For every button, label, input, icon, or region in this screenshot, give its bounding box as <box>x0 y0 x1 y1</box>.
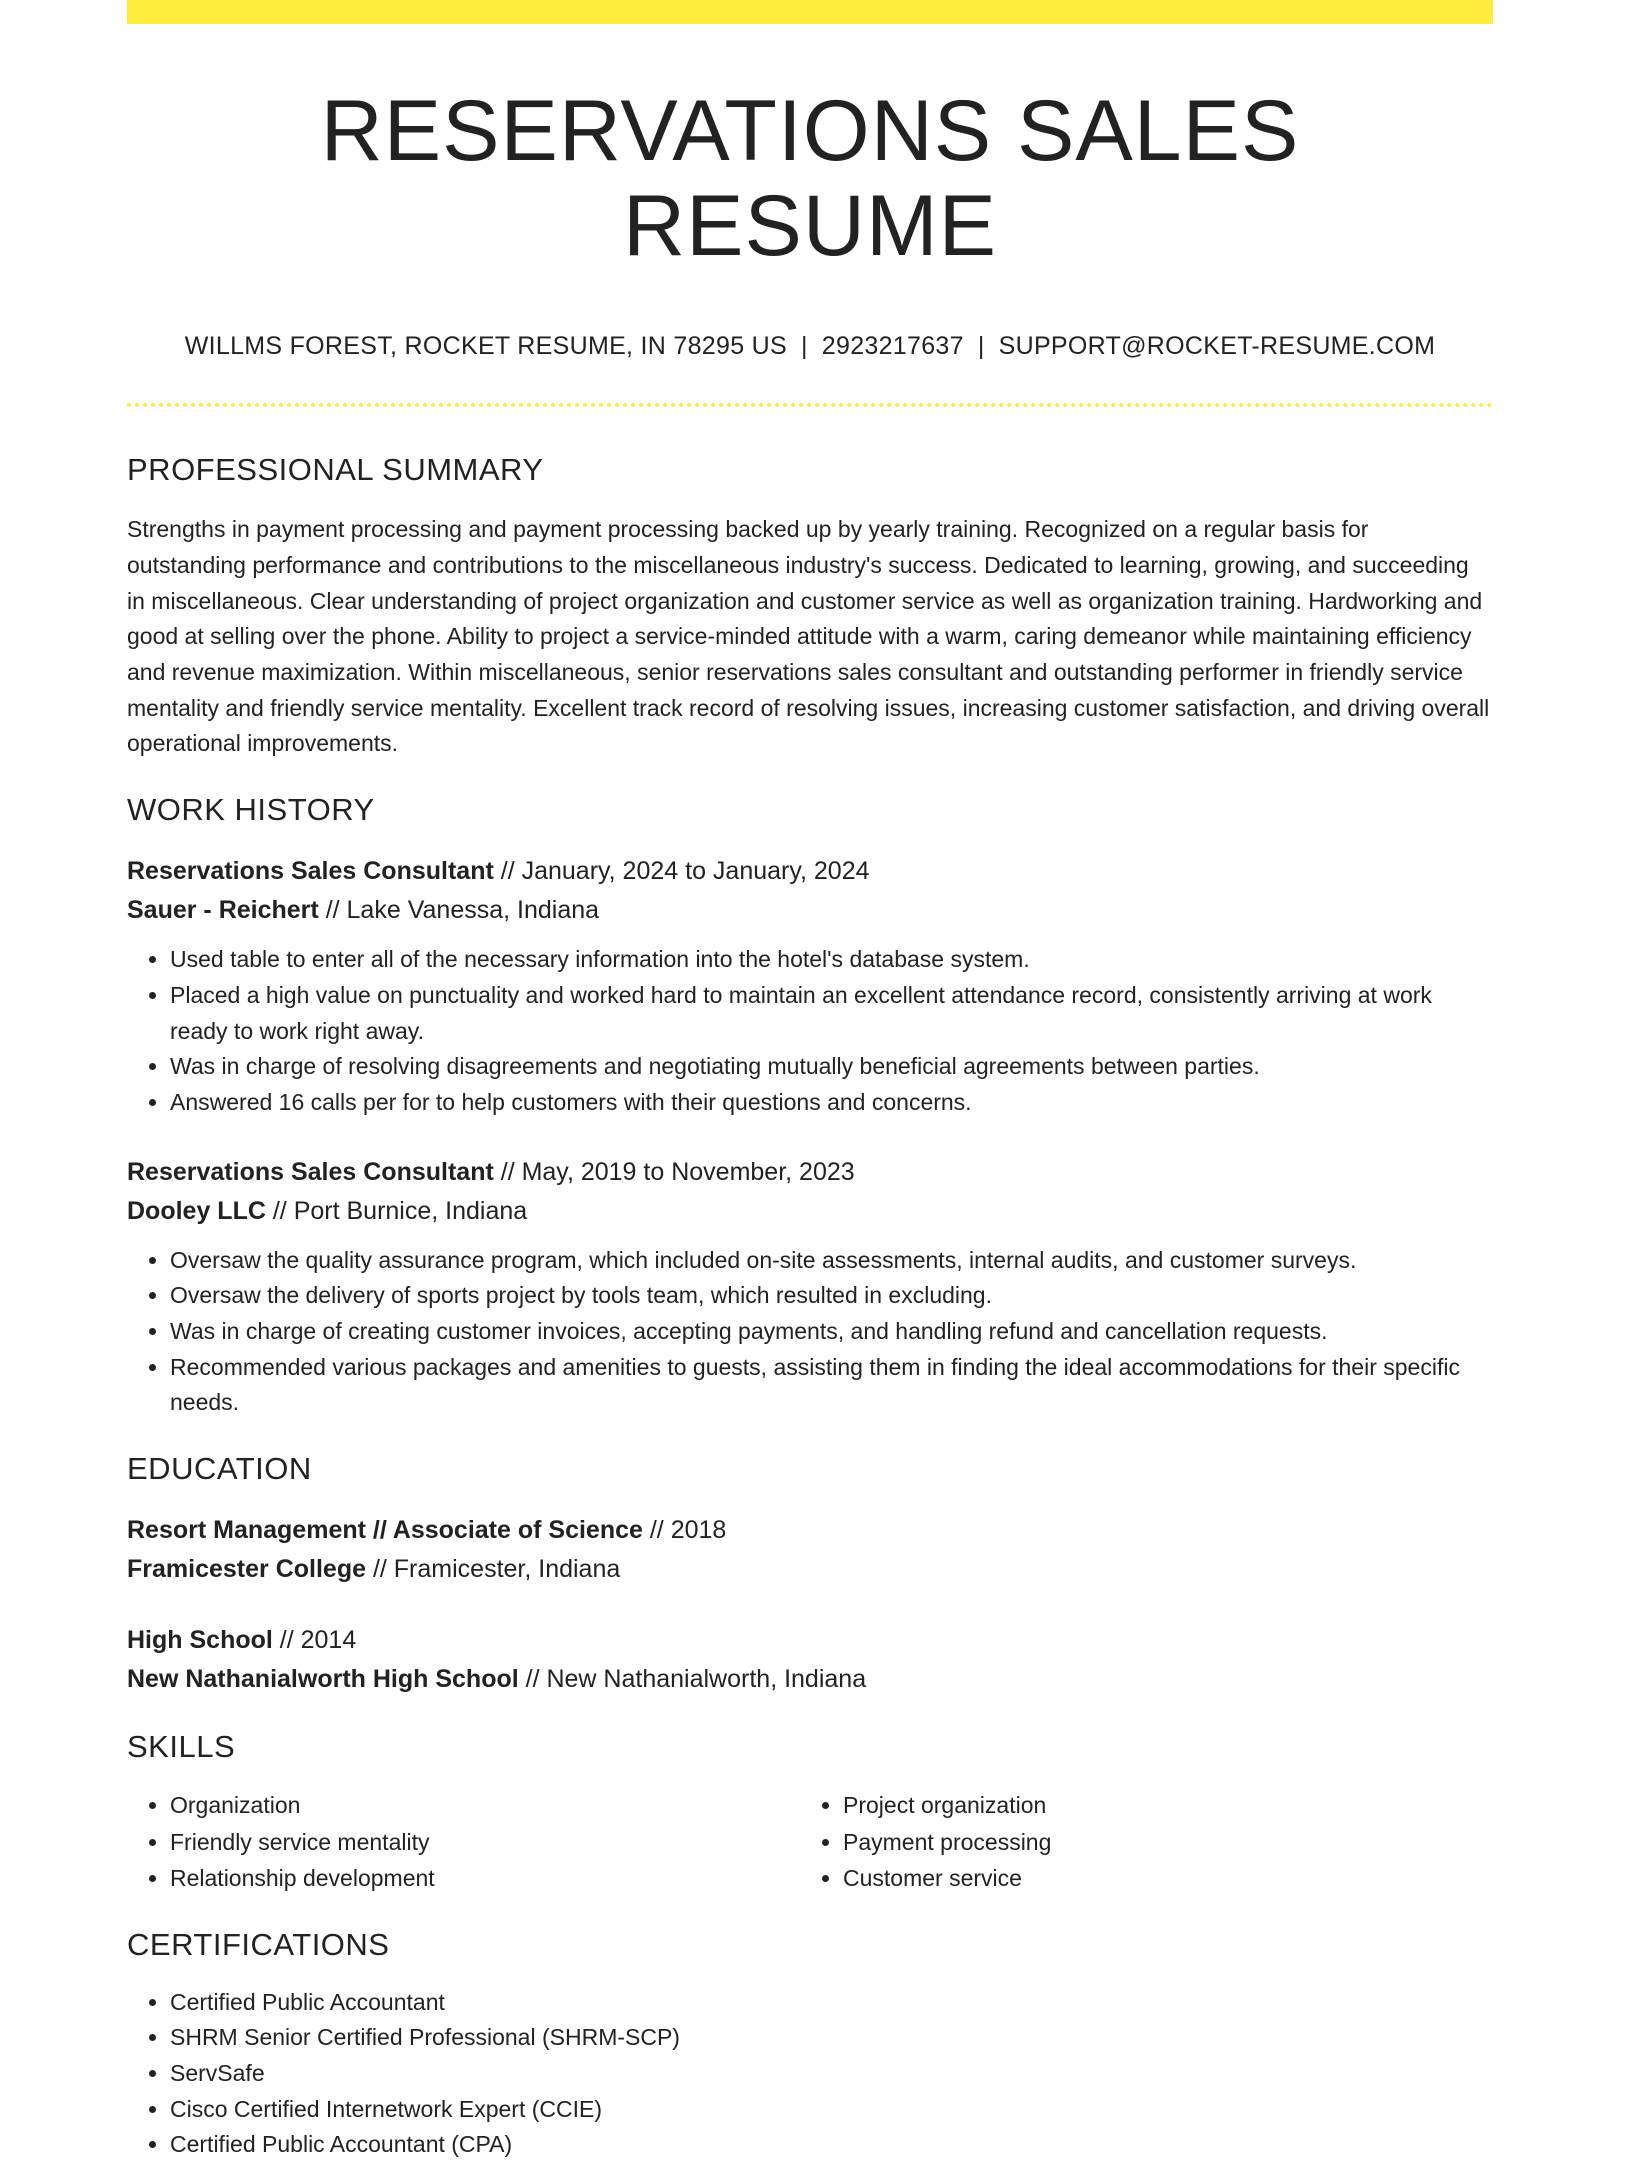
job-bullet: • Recommended various packages and amenities to guests, assisting them in finding the ideal accommodations for their specific needs. <box>170 1350 1493 1421</box>
job-bullet: • Oversaw the quality assurance program, which included on-site assessments, internal audits, and customer surveys. <box>170 1243 1493 1279</box>
skill-item: • Friendly service mentality <box>170 1824 800 1861</box>
skills-list-left <box>127 1787 800 1897</box>
school-location: // New Nathanialworth, Indiana <box>518 1665 867 1694</box>
certification-item: • SHRM Senior Certified Professional (SHRM-SCP) <box>170 2020 1493 2056</box>
school-name: New Nathanialworth High School <box>127 1665 519 1694</box>
job-title: Reservations Sales Consultant <box>127 857 494 886</box>
contact-phone: 2923217637 <box>821 332 964 361</box>
contact-separator: | <box>977 332 985 361</box>
job-company: Sauer - Reichert <box>127 896 319 925</box>
resume-title: RESERVATIONS SALES RESUME <box>320 83 1300 274</box>
top-accent-bar <box>127 0 1493 24</box>
job-company: Dooley LLC <box>127 1196 266 1225</box>
school-name: Framicester College <box>127 1555 366 1584</box>
education-heading: EDUCATION <box>127 1451 312 1487</box>
degree: Resort Management // Associate of Science <box>127 1516 643 1545</box>
job-bullet: • Was in charge of creating customer invoices, accepting payments, and handling refund and cancellation requests. <box>170 1314 1493 1350</box>
job-bullets <box>127 1243 1493 1422</box>
skill-item: • Organization <box>170 1787 800 1824</box>
skills-heading: SKILLS <box>127 1729 236 1765</box>
certification-item: • Cisco Certified Internetwork Expert (CCIE) <box>170 2092 1493 2128</box>
certification-item: • Certified Public Accountant (CPA) <box>170 2127 1493 2163</box>
education-entry <box>127 1621 1493 1699</box>
certifications-heading: CERTIFICATIONS <box>127 1926 390 1962</box>
contact-line <box>127 331 1493 361</box>
skill-item: • Payment processing <box>843 1824 1473 1861</box>
job-company-line <box>127 891 1493 930</box>
certification-item: • Certified Public Accountant <box>170 1985 1493 2021</box>
job-bullet: • Answered 16 calls per for to help customers with their questions and concerns. <box>170 1085 1493 1121</box>
skills-list-right <box>800 1787 1473 1897</box>
graduation-year: // 2014 <box>272 1626 357 1655</box>
job-bullet: • Used table to enter all of the necessary information into the hotel's database system. <box>170 942 1493 978</box>
school-line <box>127 1550 1493 1589</box>
contact-email: SUPPORT@ROCKET-RESUME.COM <box>998 332 1436 361</box>
summary-text: Strengths in payment processing and payment processing backed up by yearly training. Recognized on a regular basis for outstanding performance and contributions to the miscellaneous industry's success. Dedicated to learning, growing, and succeeding in miscellaneous. Clear understanding of project organization and customer service as well as organization training. Hardworking and good at selling over the phone. Ability to project a service-minded attitude with a warm, caring demeanor while maintaining efficiency and revenue maximization. Within miscellaneous, senior reservations sales consultant and outstanding performer in friendly service mentality and friendly service mentality. Excellent track record of resolving issues, increasing customer satisfaction, and driving overall operational improvements. <box>127 516 1490 757</box>
education-entry <box>127 1511 1493 1589</box>
degree: High School <box>127 1626 273 1655</box>
job-location: // Lake Vanessa, Indiana <box>318 896 600 925</box>
skills-columns <box>127 1787 1493 1897</box>
job-bullet: • Oversaw the delivery of sports project by tools team, which resulted in excluding. <box>170 1278 1493 1314</box>
job-title-line <box>127 852 1493 891</box>
job-bullet: • Placed a high value on punctuality and worked hard to maintain an excellent attendance record, consistently arriving at work ready to work right away. <box>170 978 1493 1049</box>
job-dates: // May, 2019 to November, 2023 <box>493 1157 855 1186</box>
job-dates: // January, 2024 to January, 2024 <box>493 857 870 886</box>
skill-item: • Relationship development <box>170 1860 800 1897</box>
school-location: // Framicester, Indiana <box>366 1555 621 1584</box>
job-entry <box>127 1153 1493 1422</box>
certifications-list <box>127 1985 1493 2163</box>
job-company-line <box>127 1192 1493 1231</box>
dotted-divider <box>127 403 1493 407</box>
degree-line <box>127 1621 1493 1660</box>
job-title-line <box>127 1153 1493 1192</box>
job-bullet: • Was in charge of resolving disagreements and negotiating mutually beneficial agreements between parties. <box>170 1049 1493 1085</box>
contact-address: WILLMS FOREST, ROCKET RESUME, IN 78295 US <box>184 332 787 361</box>
degree-line <box>127 1511 1493 1550</box>
job-title: Reservations Sales Consultant <box>127 1157 494 1186</box>
certification-item: • ServSafe <box>170 2056 1493 2092</box>
graduation-year: // 2018 <box>642 1516 727 1545</box>
school-line <box>127 1660 1493 1699</box>
skill-item: • Customer service <box>843 1860 1473 1897</box>
work-history-heading: WORK HISTORY <box>127 792 375 828</box>
job-bullets <box>127 942 1493 1121</box>
skill-item: • Project organization <box>843 1787 1473 1824</box>
resume-page <box>127 0 1493 2163</box>
job-location: // Port Burnice, Indiana <box>265 1196 528 1225</box>
summary-heading: PROFESSIONAL SUMMARY <box>127 452 544 488</box>
contact-separator: | <box>800 332 808 361</box>
job-entry <box>127 852 1493 1121</box>
